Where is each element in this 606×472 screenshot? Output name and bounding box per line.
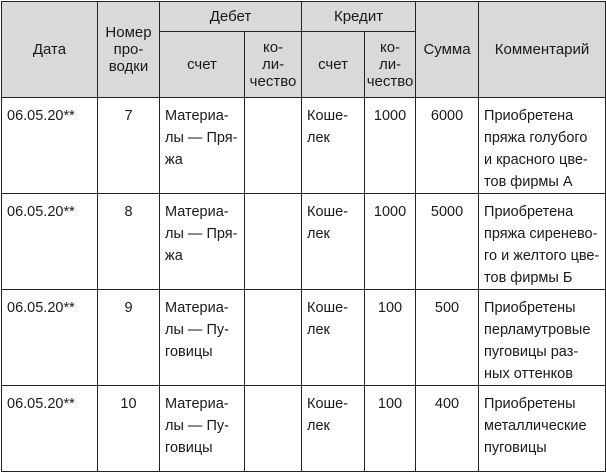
cell-debit-account: Материа- лы — Пу- говицы [160, 290, 245, 386]
cell-credit-quantity: 1000 [365, 98, 416, 194]
header-credit: Кредит [302, 2, 416, 32]
cell-entry-number: 10 [98, 386, 160, 472]
cell-entry-number: 8 [98, 194, 160, 290]
cell-debit-account: Материа- лы — Пу- говицы [160, 386, 245, 472]
cell-debit-quantity [245, 386, 302, 472]
header-debit-quantity: ко- ли- чество [245, 32, 302, 98]
table-row [2, 290, 606, 386]
cell-entry-number: 9 [98, 290, 160, 386]
cell-comment: Приобретены перламутровые пуговицы раз- ных оттенков [479, 290, 606, 386]
cell-sum: 500 [416, 290, 479, 386]
cell-credit-account: Кошe- лек [302, 386, 365, 472]
cell-entry-number: 7 [98, 98, 160, 194]
cell-comment: Приобретена пряжа голубого и красного цве- тов фирмы А [479, 98, 606, 194]
cell-debit-quantity [245, 194, 302, 290]
table-row [2, 386, 606, 472]
cell-date: 06.05.20** [2, 290, 98, 386]
cell-debit-quantity [245, 98, 302, 194]
cell-sum: 400 [416, 386, 479, 472]
cell-comment: Приобретена пряжа сиренево- го и желтого цве- тов фирмы Б [479, 194, 606, 290]
header-comment: Комментарий [479, 2, 606, 98]
header-entry-number: Номер про- водки [98, 2, 160, 98]
cell-sum: 6000 [416, 98, 479, 194]
cell-date: 06.05.20** [2, 98, 98, 194]
header-sum: Сумма [416, 2, 479, 98]
header-debit: Дебет [160, 2, 302, 32]
cell-date: 06.05.20** [2, 194, 98, 290]
cell-credit-quantity: 100 [365, 386, 416, 472]
ledger-table [1, 1, 606, 472]
table-row [2, 98, 606, 194]
cell-credit-quantity: 1000 [365, 194, 416, 290]
cell-credit-account: Кошe- лек [302, 290, 365, 386]
cell-date: 06.05.20** [2, 386, 98, 472]
cell-debit-account: Материа- лы — Пря- жа [160, 194, 245, 290]
cell-credit-quantity: 100 [365, 290, 416, 386]
cell-credit-account: Кошe- лек [302, 98, 365, 194]
cell-comment: Приобретены металлические пуговицы [479, 386, 606, 472]
cell-credit-account: Кошe- лек [302, 194, 365, 290]
cell-debit-account: Материа- лы — Пря- жа [160, 98, 245, 194]
header-credit-quantity: ко- ли- чество [365, 32, 416, 98]
table-body [2, 98, 606, 472]
table-row [2, 194, 606, 290]
header-credit-account: счет [302, 32, 365, 98]
header-date: Дата [2, 2, 98, 98]
table-header [2, 2, 606, 98]
header-row-top [2, 2, 606, 32]
cell-sum: 5000 [416, 194, 479, 290]
cell-debit-quantity [245, 290, 302, 386]
header-debit-account: счет [160, 32, 245, 98]
